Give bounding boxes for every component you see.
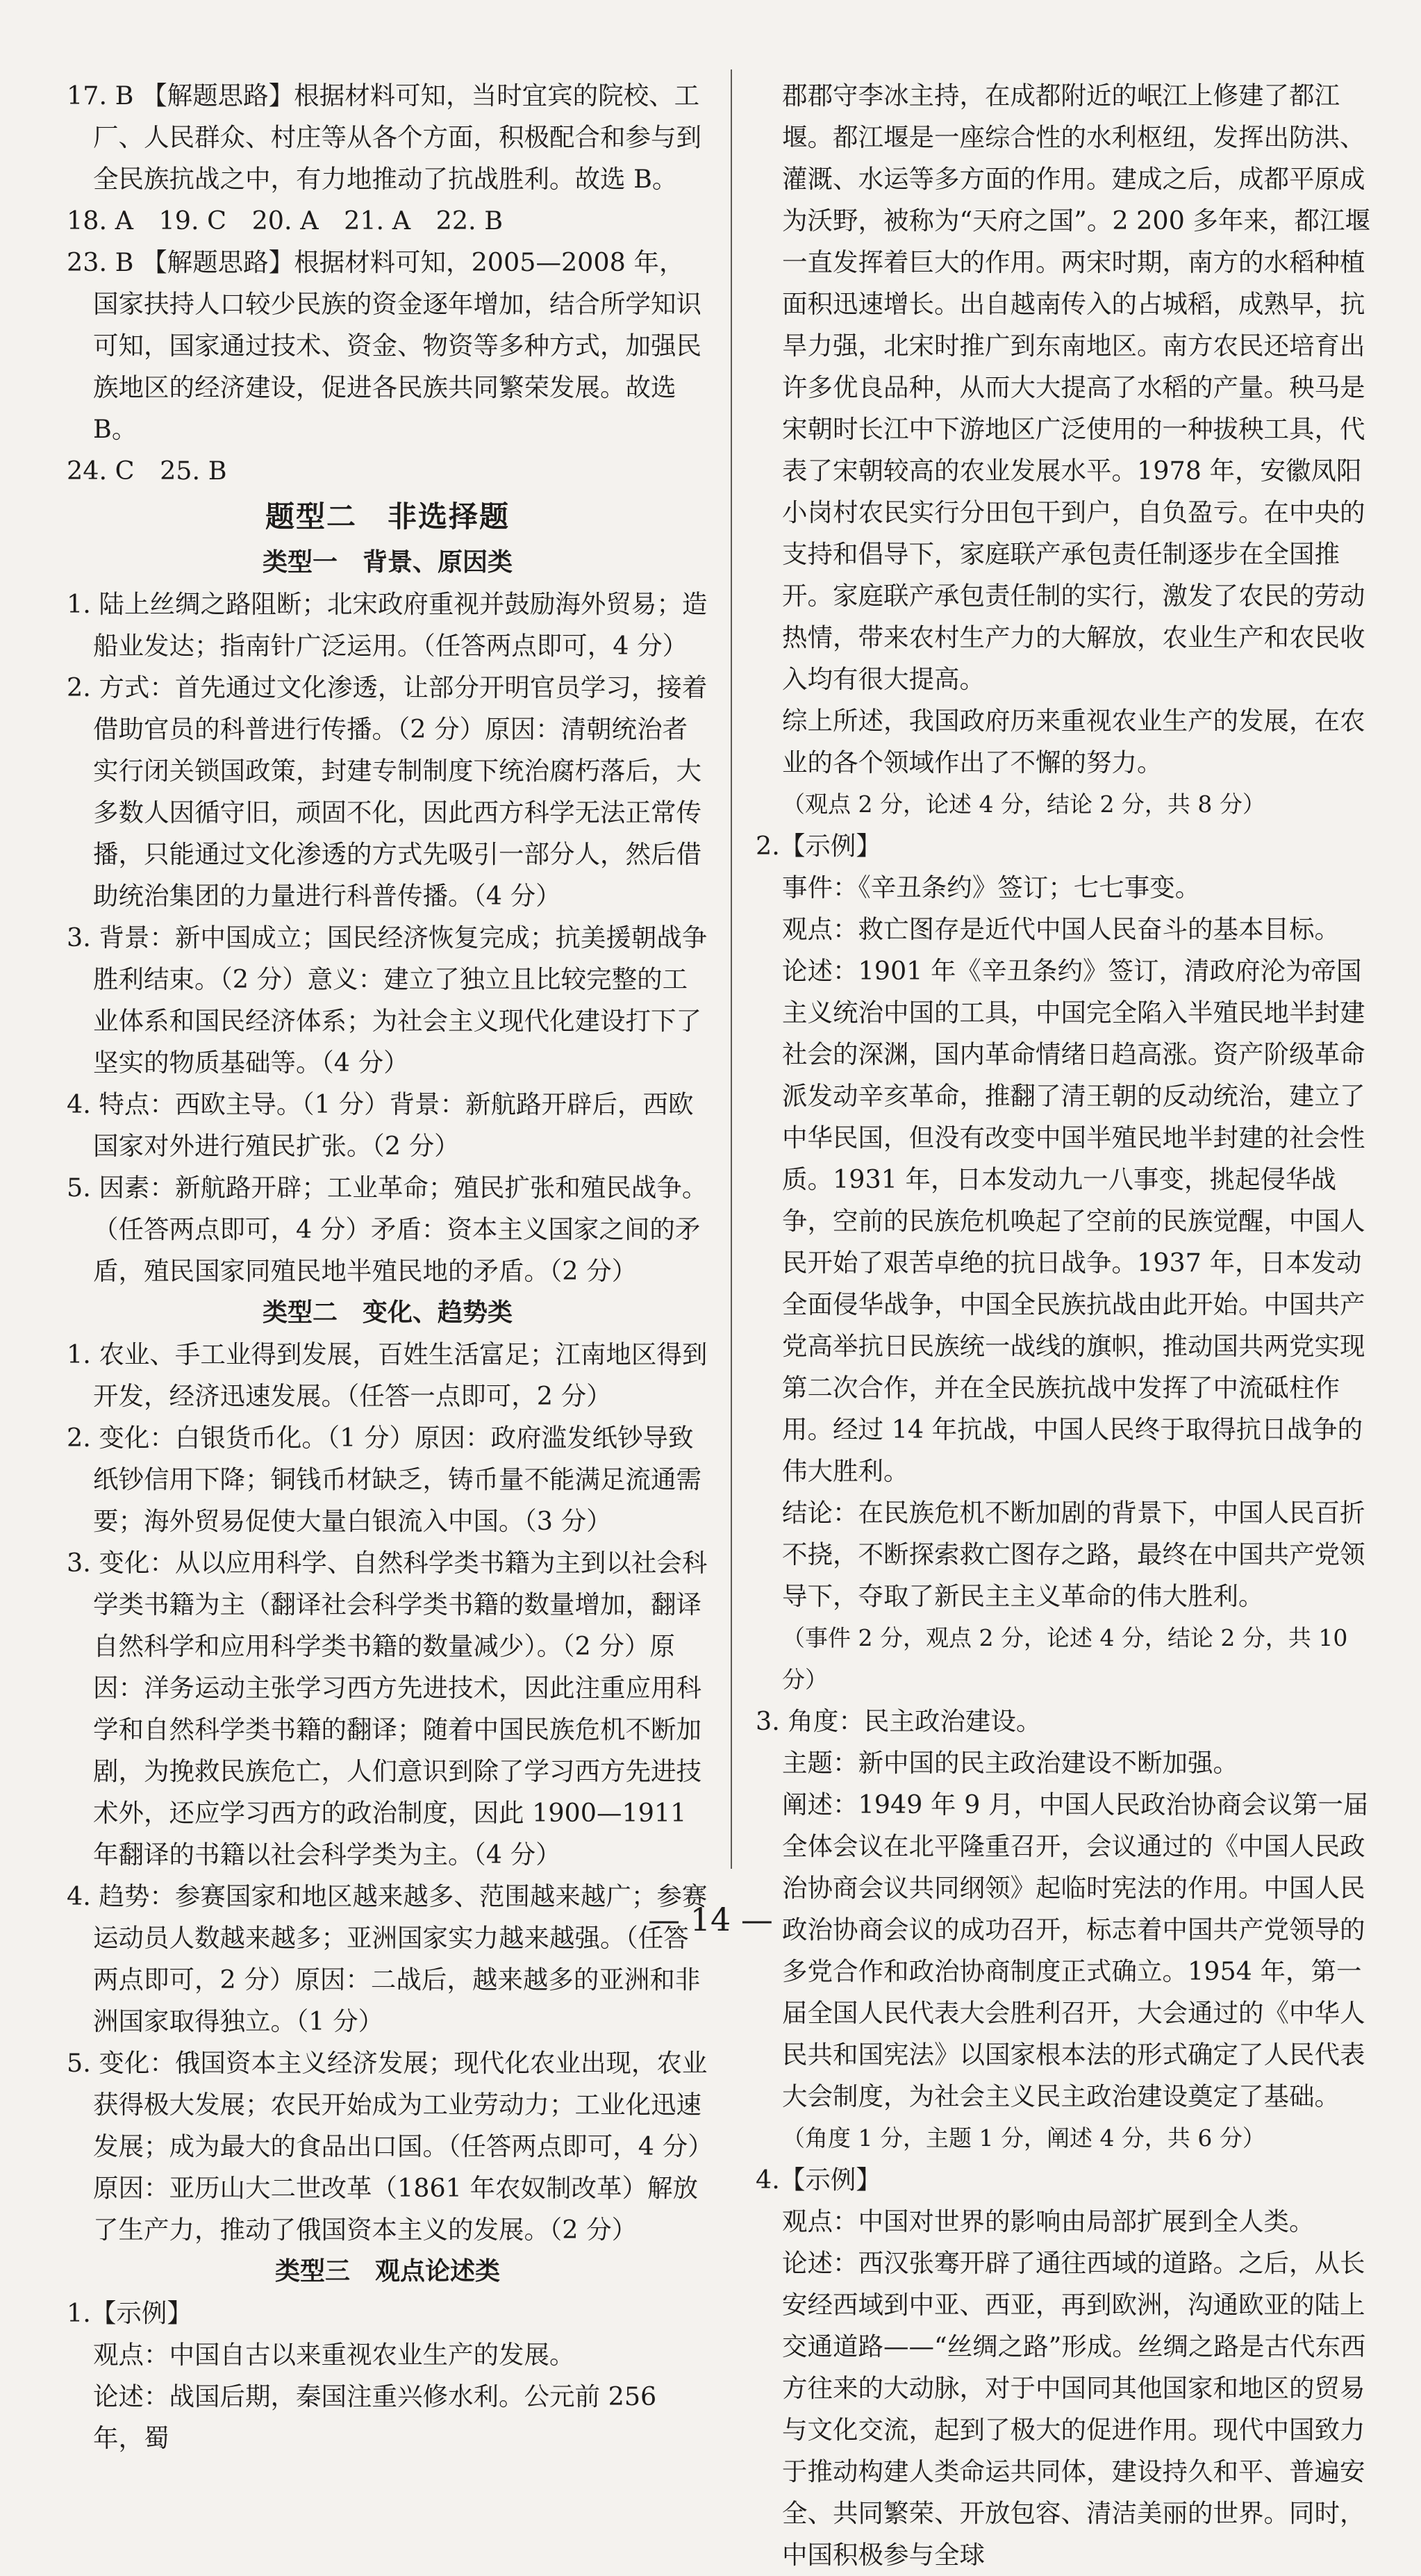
section-title-nonchoice: 题型二 非选择题	[265, 499, 510, 534]
type2-q4: 4. 趋势：参赛国家和地区越来越多、范围越来越广；参赛运动员人数越来越多；亚洲国家实力越来越强。（任答两点即可，2 分）原因：二战后，越来越多的亚洲和非洲国家取得独立。（1 分）	[67, 1881, 708, 2036]
type3-q4-argument: 论述：西汉张骞开辟了通往西域的道路。之后，从长安经西域到中亚、西亚，再到欧洲，沟通欧亚的陆上交通道路——“丝绸之路”形成。丝绸之路是古代东西方往来的大动脉，对于中国同其他国家和地区的贸易与文化交流，起到了极大的促进作用。现代中国致力于推动构建人类命运共同体，建设持久和平、普遍安全、共同繁荣、开放包容、清洁美丽的世界。同时，中国积极参与全球	[782, 2248, 1366, 2570]
answer-23: 23. B 【解题思路】根据材料可知，2005—2008 年，国家扶持人口较少民族的资金逐年增加，结合所学知识可知，国家通过技术、资金、物资等多种方式，加强民族地区的经济建设，促进各民族共同繁荣发展。故选 B。	[67, 247, 701, 444]
subsection-type-3: 类型三 观点论述类	[274, 2257, 500, 2286]
answer-17: 17. B 【解题思路】根据材料可知，当时宜宾的院校、工厂、人民群众、村庄等从各个方面，积极配合和参与到全民族抗战之中，有力地推动了抗战胜利。故选 B。	[67, 81, 701, 194]
type3-q2-viewpoint: 观点：救亡图存是近代中国人民奋斗的基本目标。	[782, 914, 1340, 944]
type1-q1: 1. 陆上丝绸之路阻断；北宋政府重视并鼓励海外贸易；造船业发达；指南针广泛运用。（任答两点即可，4 分）	[67, 589, 708, 661]
left-column	[67, 75, 708, 2459]
right-column	[756, 75, 1377, 2576]
type3-q1-conclusion: 综上所述，我国政府历来重视农业生产的发展，在农业的各个领域作出了不懈的努力。	[782, 706, 1365, 777]
subsection-type-1: 类型一 背景、原因类	[262, 548, 513, 577]
type3-q4-viewpoint: 观点：中国对世界的影响由局部扩展到全人类。	[782, 2206, 1315, 2236]
type3-q3-scoring: （角度 1 分，主题 1 分，阐述 4 分，共 6 分）	[782, 2124, 1265, 2152]
type1-q2: 2. 方式：首先通过文化渗透，让部分开明官员学习，接着借助官员的科普进行传播。（2 分）原因：清朝统治者实行闭关锁国政策，封建专制制度下统治腐朽落后，大多数人因循守旧，顽固不化，因此西方科学无法正常传播，只能通过文化渗透的方式先吸引一部分人，然后借助统治集团的力量进行科普传播。（4 分）	[67, 672, 708, 911]
type3-q2-scoring: （事件 2 分，观点 2 分，论述 4 分，结论 2 分，共 10 分）	[782, 1624, 1348, 1693]
page-number: — 14 —	[648, 1901, 773, 1938]
type2-q5: 5. 变化：俄国资本主义经济发展；现代化农业出现，农业获得极大发展；农民开始成为工业劳动力；工业化迅速发展；成为最大的食品出口国。（任答两点即可，4 分）原因：亚历山大二世改革（1861 年农奴制改革）解放了生产力，推动了俄国资本主义的发展。（2 分）	[67, 2048, 708, 2245]
type3-q1-argument: 论述：战国后期，秦国注重兴修水利。公元前 256 年，蜀	[93, 2381, 657, 2453]
type2-q1: 1. 农业、手工业得到发展，百姓生活富足；江南地区得到开发，经济迅速发展。（任答一点即可，2 分）	[67, 1339, 708, 1411]
type3-q2-event: 事件：《辛丑条约》签订；七七事变。	[782, 873, 1201, 902]
column-divider	[731, 69, 732, 1869]
type3-q1-scoring: （观点 2 分，论述 4 分，结论 2 分，共 8 分）	[782, 791, 1265, 818]
type3-q3-elaboration: 阐述：1949 年 9 月，中国人民政治协商会议第一届全体会议在北平隆重召开，会议通过的《中国人民政治协商会议共同纲领》起临时宪法的作用。中国人民政治协商会议的成功召开，标志着中国共产党领导的多党合作和政治协商制度正式确立。1954 年，第一届全国人民代表大会胜利召开，大会通过的《中华人民共和国宪法》以国家根本法的形式确定了人民代表大会制度，为社会主义民主政治建设奠定了基础。	[782, 1790, 1369, 2111]
type3-q1-argument-cont: 郡郡守李冰主持，在成都附近的岷江上修建了都江堰。都江堰是一座综合性的水利枢纽，发挥出防洪、灌溉、水运等多方面的作用。建成之后，成都平原成为沃野，被称为“天府之国”。2 200 多年来，都江堰一直发挥着巨大的作用。两宋时期，南方的水稻种植面积迅速增长。出自越南传入的占城稻，成熟早，抗旱力强，北宋时推广到东南地区。南方农民还培育出许多优良品种，从而大大提高了水稻的产量。秧马是宋朝时长江中下游地区广泛使用的一种拔秧工具，代表了宋朝较高的农业发展水平。1978 年，安徽凤阳小岗村农民实行分田包干到户，自负盈亏。在中央的支持和倡导下，家庭联产承包责任制逐步在全国推开。家庭联产承包责任制的实行，激发了农民的劳动热情，带来农村生产力的大解放，农业生产和农民收入均有很大提高。	[782, 81, 1370, 694]
type3-q1-label: 1.【示例】	[67, 2298, 192, 2328]
type3-q1-viewpoint: 观点：中国自古以来重视农业生产的发展。	[93, 2340, 575, 2370]
subsection-type-2: 类型二 变化、趋势类	[262, 1298, 513, 1327]
type3-q4-label: 4.【示例】	[756, 2165, 881, 2195]
type1-q5: 5. 因素：新航路开辟；工业革命；殖民扩张和殖民战争。（任答两点即可，4 分）矛盾：资本主义国家之间的矛盾，殖民国家同殖民地半殖民地的矛盾。（2 分）	[67, 1173, 708, 1286]
type2-q2: 2. 变化：白银货币化。（1 分）原因：政府滥发纸钞导致纸钞信用下降；铜钱币材缺乏，铸币量不能满足流通需要；海外贸易促使大量白银流入中国。（3 分）	[67, 1423, 701, 1536]
type3-q2-label: 2.【示例】	[756, 831, 881, 861]
answer-24-25: 24. C 25. B	[67, 456, 227, 486]
type3-q2-conclusion: 结论：在民族危机不断加剧的背景下，中国人民百折不挠，不断探索救亡图存之路，最终在中国共产党领导下，夺取了新民主主义革命的伟大胜利。	[782, 1498, 1365, 1611]
type3-q2-argument: 论述：1901 年《辛丑条约》签订，清政府沦为帝国主义统治中国的工具，中国完全陷入半殖民地半封建社会的深渊，国内革命情绪日趋高涨。资产阶级革命派发动辛亥革命，推翻了清王朝的反动统治，建立了中华民国，但没有改变中国半殖民地半封建的社会性质。1931 年，日本发动九一八事变，挑起侵华战争，空前的民族危机唤起了空前的民族觉醒，中国人民开始了艰苦卓绝的抗日战争。1937 年，日本发动全面侵华战争，中国全民族抗战由此开始。中国共产党高举抗日民族统一战线的旗帜，推动国共两党实现第二次合作，并在全民族抗战中发挥了中流砥柱作用。经过 14 年抗战，中国人民终于取得抗日战争的伟大胜利。	[782, 956, 1365, 1486]
type1-q4: 4. 特点：西欧主导。（1 分）背景：新航路开辟后，西欧国家对外进行殖民扩张。（2 分）	[67, 1089, 694, 1161]
type3-q3-angle: 3. 角度：民主政治建设。	[756, 1706, 1042, 1736]
answer-18-22: 18. A 19. C 20. A 21. A 22. B	[67, 206, 504, 236]
type1-q3: 3. 背景：新中国成立；国民经济恢复完成；抗美援朝战争胜利结束。（2 分）意义：建立了独立且比较完整的工业体系和国民经济体系；为社会主义现代化建设打下了坚实的物质基础等。（4 分）	[67, 923, 708, 1078]
type2-q3: 3. 变化：从以应用科学、自然科学类书籍为主到以社会科学类书籍为主（翻译社会科学类书籍的数量增加，翻译自然科学和应用科学类书籍的数量减少）。（2 分）原因：洋务运动主张学习西方先进技术，因此注重应用科学和自然科学类书籍的翻译；随着中国民族危机不断加剧，为挽救民族危亡，人们意识到除了学习西方先进技术外，还应学习西方的政治制度，因此 1900—1911 年翻译的书籍以社会科学类为主。（4 分）	[67, 1548, 708, 1869]
type3-q3-theme: 主题：新中国的民主政治建设不断加强。	[782, 1748, 1238, 1778]
